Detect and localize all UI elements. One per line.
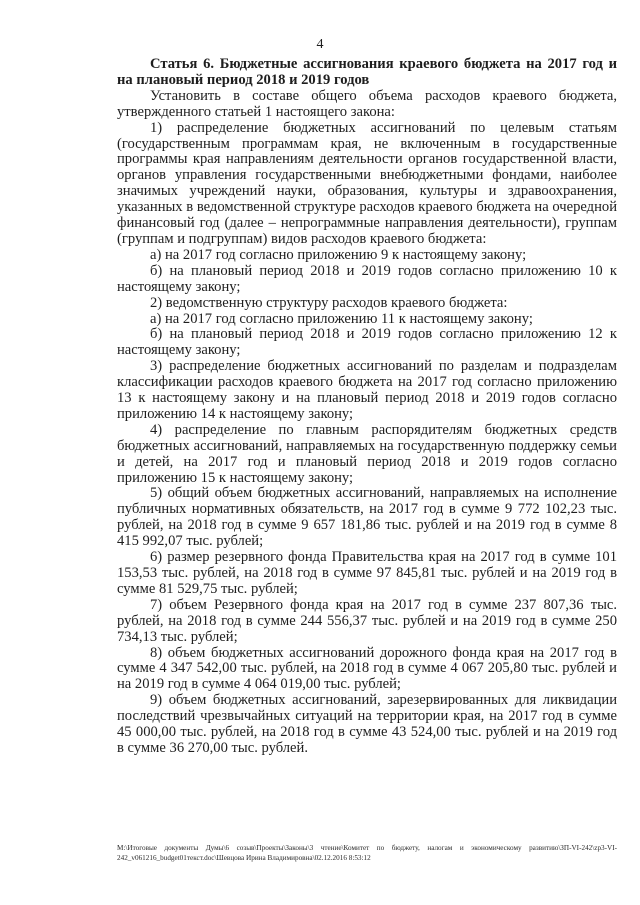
clause-8: 8) объем бюджетных ассигнований дорожного фонда края на 2017 год в сумме 4 347 542,00 тыс. рублей, на 2018 год в сумме 4 067 205,80 тыс. рублей и на 2019 год в сумме 4 064 019,00 тыс. рублей; <box>117 644 617 693</box>
clause-3: 3) распределение бюджетных ассигнований по разделам и подразделам классификации расходов краевого бюджета на 2017 год согласно приложению 13 к настоящему закону и на плановый период 2018 и 2019 годов согласно приложению 14 к настоящему закону; <box>117 358 617 422</box>
page-number: 4 <box>316 37 324 52</box>
clause-2: 2) ведомственную структуру расходов краевого бюджета: <box>150 294 508 311</box>
clause-7: 7) объем Резервного фонда края на 2017 год в сумме 237 807,36 тыс. рублей, на 2018 год в сумме 244 556,37 тыс. рублей и на 2019 год в сумме 250 734,13 тыс. рублей; <box>117 596 617 645</box>
clause-1a: а) на 2017 год согласно приложению 9 к настоящему закону; <box>150 246 527 263</box>
clause-1: 1) распределение бюджетных ассигнований по целевым статьям (государственным программам края, не включенным в государственные программы края направлениям деятельности органов государственной власти, органов управления государственными внебюджетными фондами, наиболее значимых учреждений науки, образования, культуры и здравоохранения, указанных в ведомственной структуре расходов краевого бюджета на очередной финансовый год (далее – непрограммные направления деятельности), группам (группам и подгруппам) видов расходов краевого бюджета: <box>117 119 617 247</box>
article-heading: Статья 6. Бюджетные ассигнования краевого бюджета на 2017 год и на плановый период 2018 и 2019 годов <box>117 56 617 88</box>
clause-2b: б) на плановый период 2018 и 2019 годов согласно приложению 12 к настоящему закону; <box>117 326 617 359</box>
document-body <box>117 57 617 757</box>
clause-2a: а) на 2017 год согласно приложению 11 к настоящему закону; <box>150 310 533 327</box>
clause-5: 5) общий объем бюджетных ассигнований, направляемых на исполнение публичных нормативных обязательств, на 2017 год в сумме 9 772 102,23 тыс. рублей, на 2018 год в сумме 9 657 181,86 тыс. рублей и на 2019 год в сумме 8 415 992,07 тыс. рублей; <box>117 485 617 550</box>
clause-1b: б) на плановый период 2018 и 2019 годов согласно приложению 10 к настоящему закону; <box>117 262 617 295</box>
clause-4: 4) распределение по главным распорядителям бюджетных средств бюджетных ассигнований, направляемых на государственную поддержку семьи и детей, на 2017 год и плановый период 2018 и 2019 годов согласно приложению 15 к настоящему закону; <box>117 421 617 486</box>
file-path-footer: M:\Итоговые документы Думы\6 созыв\Проекты\Законы\3 чтение\Комитет по бюджету, налогам и экономическому развитию\ЗП-VI-242\zp3-VI-242_v061216_budget01текст.doc\Шевцова Ирина Владимировна\02.12.2016 8:53:12 <box>117 844 617 862</box>
clause-6: 6) размер резервного фонда Правительства края на 2017 год в сумме 101 153,53 тыс. рублей, на 2018 год в сумме 97 845,81 тыс. рублей и на 2019 год в сумме 81 529,75 тыс. рублей; <box>117 549 617 597</box>
clause-9: 9) объем бюджетных ассигнований, зарезервированных для ликвидации последствий чрезвычайных ситуаций на территории края, на 2017 год в сумме 45 000,00 тыс. рублей, на 2018 год в сумме 43 524,00 тыс. рублей и на 2019 год в сумме 36 270,00 тыс. рублей. <box>117 692 617 756</box>
intro-paragraph: Установить в составе общего объема расходов краевого бюджета, утвержденного статьей 1 настоящего закона: <box>117 87 617 120</box>
